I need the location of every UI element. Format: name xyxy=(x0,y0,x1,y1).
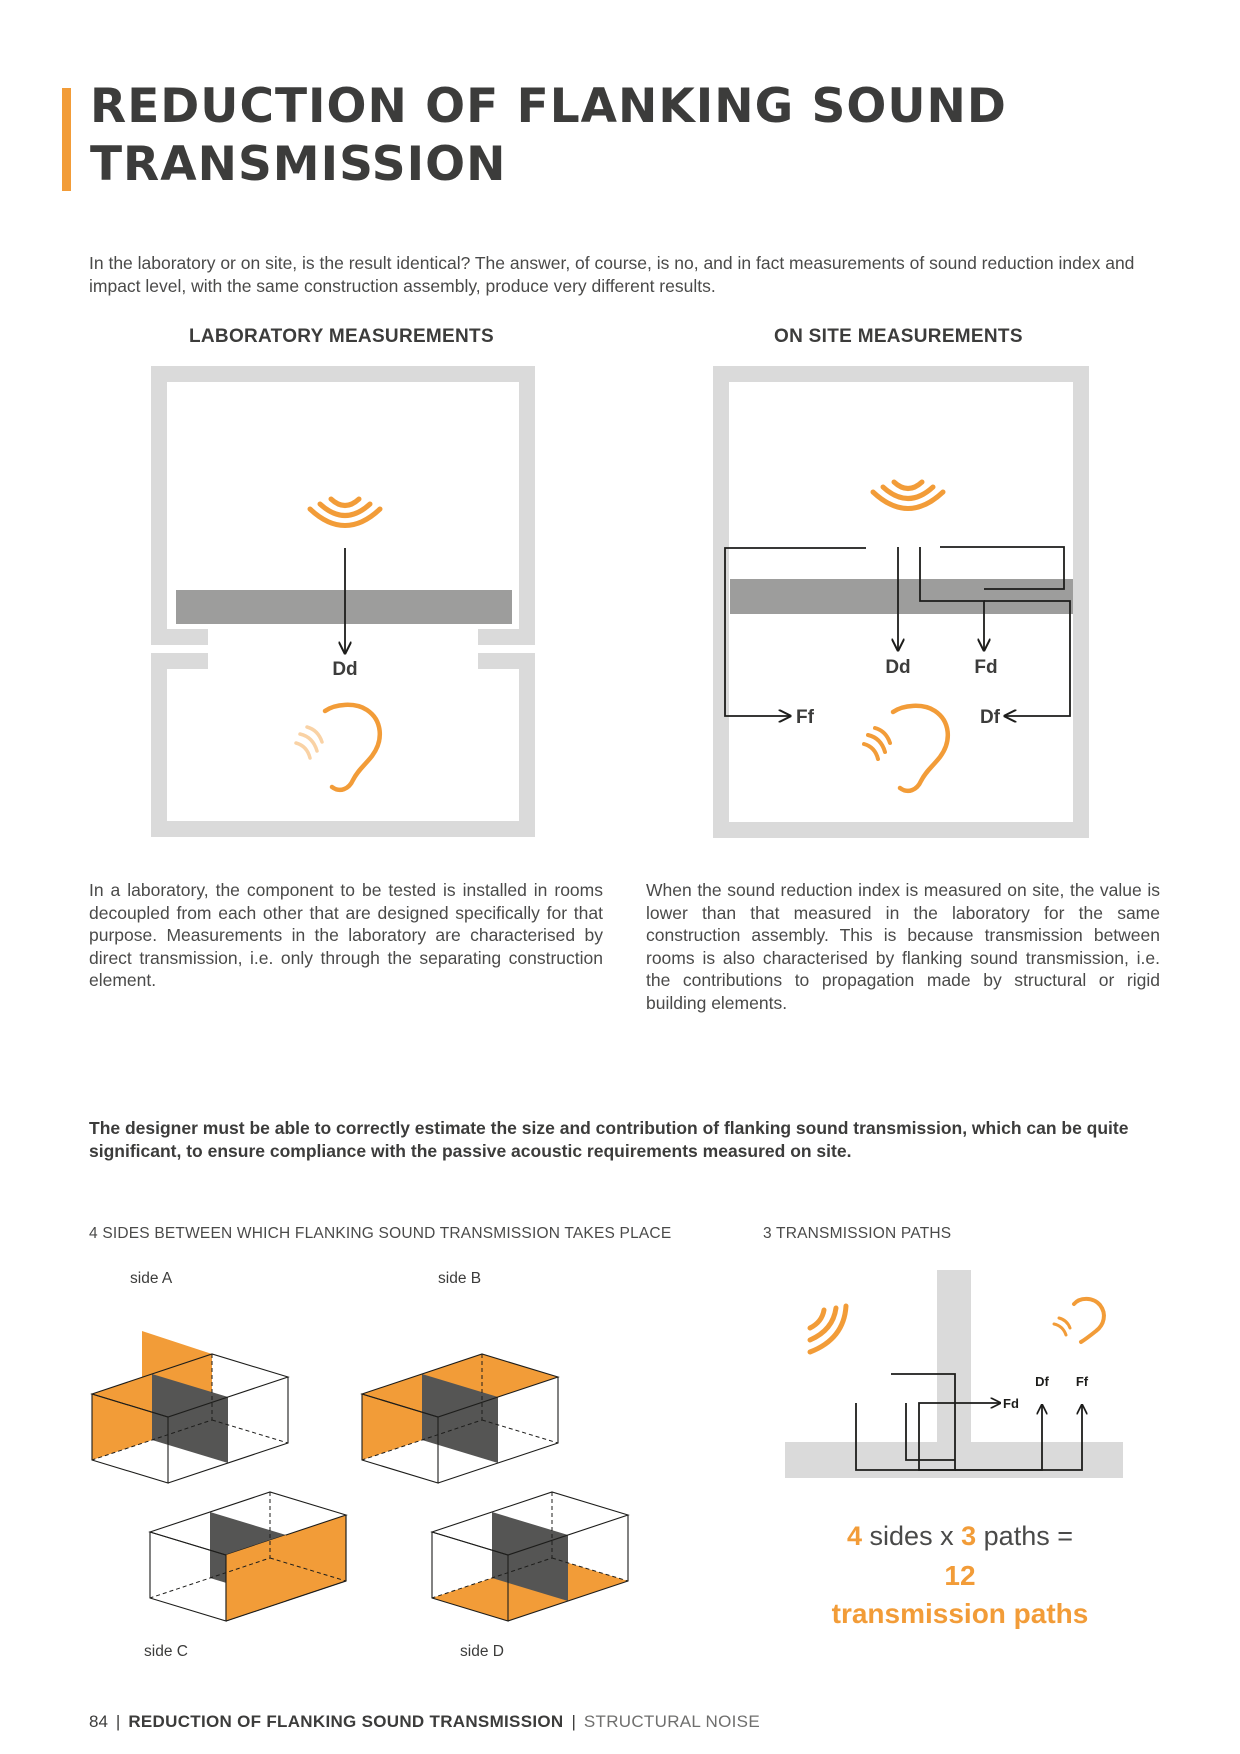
side-c-box xyxy=(150,1492,346,1621)
result-text: transmission paths xyxy=(831,1598,1089,1629)
site-dd-label: Dd xyxy=(885,657,911,678)
formula-paths-word: paths = xyxy=(983,1521,1073,1551)
footer-separator: | xyxy=(115,1712,121,1731)
site-fd-label: Fd xyxy=(974,657,998,678)
footer-section: STRUCTURAL NOISE xyxy=(583,1712,760,1731)
side-d-box xyxy=(432,1492,628,1621)
site-df-path-arrow xyxy=(940,547,1070,716)
side-d-label: side D xyxy=(460,1643,504,1660)
sides-heading: 4 SIDES BETWEEN WHICH FLANKING SOUND TRANSMISSION TAKES PLACE xyxy=(89,1225,672,1242)
site-heading: ON SITE MEASUREMENTS xyxy=(774,326,1023,347)
lab-heading: LABORATORY MEASUREMENTS xyxy=(189,326,494,347)
page-footer xyxy=(89,1712,760,1732)
site-separating-slab xyxy=(730,579,1073,614)
side-a-label: side A xyxy=(130,1270,173,1287)
side-b-label: side B xyxy=(438,1270,482,1287)
sides-diagram xyxy=(80,1265,720,1665)
sound-source-icon xyxy=(310,499,380,526)
paths-wall xyxy=(937,1270,971,1442)
paths-formula xyxy=(770,1517,1150,1555)
page-number: 84 xyxy=(89,1712,108,1731)
lab-description: In a laboratory, the component to be tested is installed in rooms decoupled from each other that are designed specifically for that purpose. Measurements in the laboratory are characterised by direct transmission, i.e. only through the separating construction element. xyxy=(89,880,603,991)
formula-sides-word: sides x xyxy=(869,1521,954,1551)
result-number: 12 xyxy=(944,1560,976,1591)
paths-diagram xyxy=(780,1270,1140,1490)
sound-source-icon xyxy=(810,1306,846,1352)
footer-chapter: REDUCTION OF FLANKING SOUND TRANSMISSION xyxy=(128,1712,564,1731)
side-a-box xyxy=(92,1326,288,1483)
paths-heading: 3 TRANSMISSION PATHS xyxy=(763,1225,952,1242)
title-accent-bar xyxy=(62,88,71,191)
lab-diagram xyxy=(150,365,540,845)
lab-separating-slab xyxy=(176,590,512,624)
site-ff-label: Ff xyxy=(796,707,814,728)
paths-df-label: Df xyxy=(1035,1374,1049,1389)
lab-upper-room-ledge-right xyxy=(478,629,535,645)
lab-lower-room xyxy=(159,661,527,829)
lab-upper-room-ledge-left xyxy=(151,629,208,645)
site-diagram xyxy=(712,365,1102,845)
lab-dd-label: Dd xyxy=(332,659,358,680)
ear-icon xyxy=(296,705,380,790)
formula-paths-number: 3 xyxy=(961,1521,977,1551)
site-description: When the sound reduction index is measured on site, the value is lower than that measured in the laboratory for the same construction assembly. This is because transmission between rooms is also characterised by flanking sound transmission, i.e. the contributions to propagation made by structural or rigid building elements. xyxy=(646,880,1160,1013)
site-df-label: Df xyxy=(979,707,1000,728)
side-c-label: side C xyxy=(144,1643,188,1660)
footer-separator: | xyxy=(571,1712,576,1731)
sound-source-icon xyxy=(873,482,943,509)
emphasis-paragraph: The designer must be able to correctly estimate the size and contribution of flanking sound transmission, which can be quite significant, to ensure compliance with the passive acoustic requirements measured on site. xyxy=(89,1118,1129,1161)
intro-paragraph: In the laboratory or on site, is the result identical? The answer, of course, is no, and in fact measurements of sound reduction index and impact level, with the same construction assembly, produce very different results. xyxy=(89,253,1135,296)
page-title: REDUCTION OF FLANKING SOUND TRANSMISSION xyxy=(90,79,1007,192)
paths-fd-label: Fd xyxy=(1003,1396,1019,1411)
formula-sides-number: 4 xyxy=(847,1521,863,1551)
ear-icon xyxy=(1054,1299,1104,1342)
ear-icon xyxy=(864,706,948,791)
side-b-box xyxy=(362,1354,558,1483)
site-ff-path-arrow xyxy=(725,548,866,716)
paths-ff-label: Ff xyxy=(1075,1374,1089,1389)
